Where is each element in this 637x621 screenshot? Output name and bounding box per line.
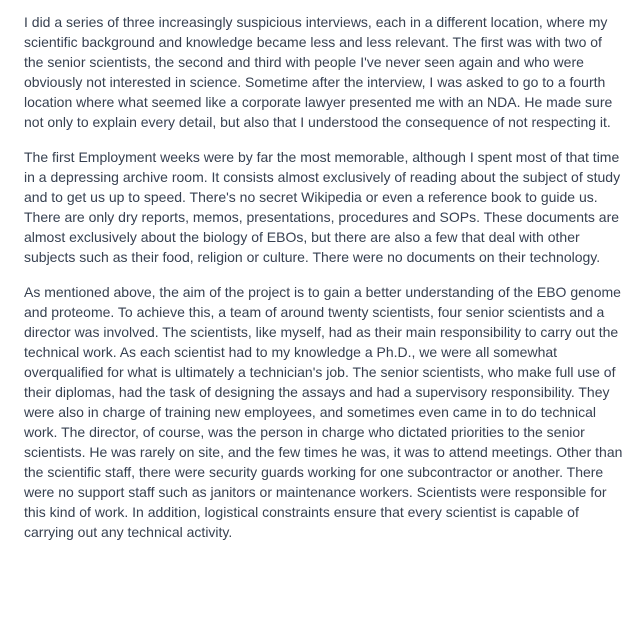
paragraph-project-team: As mentioned above, the aim of the project is to gain a better understanding of the EBO genome and proteome. To achieve this, a team of around twenty scientists, four senior scientists and a director was involved. The scientists, like myself, had as their main responsibility to carry out the technical work. As each scientist had to my knowledge a Ph.D., we were all somewhat overqualified for what is ultimately a technician's job. The senior scientists, who make full use of their diplomas, had the task of designing the assays and had a supervisory responsibility. They were also in charge of training new employees, and sometimes even came in to do technical work. The director, of course, was the person in charge who dictated priorities to the senior scientists. He was rarely on site, and the few times he was, it was to attend meetings. Other than the scientific staff, there were security guards working for one subcontractor or another. There were no support staff such as janitors or maintenance workers. Scientists were responsible for this kind of work. In addition, logistical constraints ensure that every scientist is capable of carrying out any technical activity. <box>24 284 623 540</box>
paragraph-interviews: I did a series of three increasingly suspicious interviews, each in a different location, where my scientific background and knowledge became less and less relevant. The first was with two of the senior scientists, the second and third with people I've never seen again and who were obviously not interested in science. Sometime after the interview, I was asked to go to a fourth location where what seemed like a corporate lawyer presented me with an NDA. He made sure not only to explain every detail, but also that I understood the consequence of not respecting it. <box>24 14 613 130</box>
post-body <box>24 12 624 557</box>
paragraph-first-weeks: The first Employment weeks were by far the most memorable, although I spent most of that time in a depressing archive room. It consists almost exclusively of reading about the subject of study and to get us up to speed. There's no secret Wikipedia or even a reference book to guide us. There are only dry reports, memos, presentations, procedures and SOPs. These documents are almost exclusively about the biology of EBOs, but there are also a few that deal with other subjects such as their food, religion or culture. There were no documents on their technology. <box>24 149 621 265</box>
